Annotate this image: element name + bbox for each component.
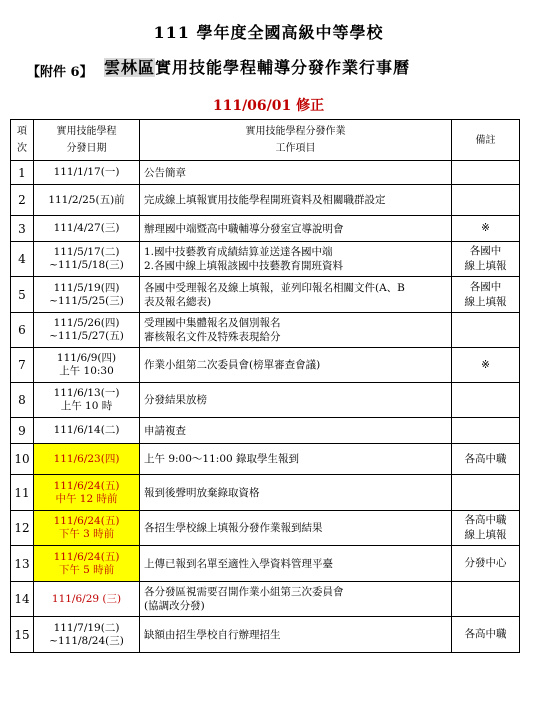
table-row	[11, 617, 520, 653]
subtitle-text: 實用技能學程輔導分發作業行事曆	[155, 58, 411, 77]
remark	[452, 313, 520, 348]
revision-date: 111/06/01 修正	[212, 98, 325, 114]
item-number: 4	[11, 242, 34, 277]
schedule-date: 111/6/23(四)	[34, 444, 140, 475]
schedule-date: 111/6/13(一) 上午 10 時	[34, 383, 140, 418]
table-row	[11, 475, 520, 511]
remark: 各高中職	[452, 444, 520, 475]
item-number: 10	[11, 444, 34, 475]
remark: 各國中 線上填報	[452, 277, 520, 313]
task-description: 分發結果放榜	[140, 383, 452, 418]
item-number: 13	[11, 546, 34, 582]
item-number: 14	[11, 582, 34, 617]
schedule-date: 111/2/25(五)前	[34, 185, 140, 216]
remark	[452, 582, 520, 617]
task-description: 上傳已報到名單至適性入學資料管理平臺	[140, 546, 452, 582]
task-description: 1.國中技藝教育成績結算並送達各國中端 2.各國中線上填報該國中技藝教育開班資料	[140, 242, 452, 277]
table-row	[11, 418, 520, 444]
schedule-date: 111/7/19(二) ~111/8/24(三)	[34, 617, 140, 653]
task-description: 缺額由招生學校自行辦理招生	[140, 617, 452, 653]
remark	[452, 475, 520, 511]
header-note: 備註	[452, 120, 520, 161]
task-description: 完成線上填報實用技能學程開班資料及相關職群設定	[140, 185, 452, 216]
table-row	[11, 185, 520, 216]
remark	[452, 383, 520, 418]
item-number: 7	[11, 348, 34, 383]
item-number: 1	[11, 161, 34, 185]
document-subtitle	[104, 55, 410, 78]
table-row	[11, 348, 520, 383]
schedule-date: 111/6/24(五) 下午 3 時前	[34, 511, 140, 546]
schedule-date: 111/4/27(三)	[34, 216, 140, 242]
table-row	[11, 216, 520, 242]
remark: ※	[452, 348, 520, 383]
schedule-date: 111/6/14(二)	[34, 418, 140, 444]
task-description: 受理國中集體報名及個別報名 審核報名文件及特殊表現給分	[140, 313, 452, 348]
task-description: 上午 9:00～11:00 錄取學生報到	[140, 444, 452, 475]
schedule-date: 111/5/17(二) ~111/5/18(三)	[34, 242, 140, 277]
table-row	[11, 582, 520, 617]
item-number: 11	[11, 475, 34, 511]
task-description: 各招生學校線上填報分發作業報到結果	[140, 511, 452, 546]
task-description: 申請複查	[140, 418, 452, 444]
remark: 各高中職	[452, 617, 520, 653]
remark: ※	[452, 216, 520, 242]
table-row	[11, 444, 520, 475]
item-number: 9	[11, 418, 34, 444]
task-description: 公告簡章	[140, 161, 452, 185]
header-task: 實用技能學程分發作業 工作項目	[140, 120, 452, 161]
schedule-date: 111/5/19(四) ~111/5/25(三)	[34, 277, 140, 313]
table-row	[11, 383, 520, 418]
document-title: 111 學年度全國高級中等學校	[153, 23, 384, 42]
remark	[452, 418, 520, 444]
item-number: 8	[11, 383, 34, 418]
task-description: 各分發區視需要召開作業小組第三次委員會 (協調改分發)	[140, 582, 452, 617]
remark: 分發中心	[452, 546, 520, 582]
schedule-date: 111/5/26(四) ~111/5/27(五)	[34, 313, 140, 348]
schedule-date: 111/6/24(五) 下午 5 時前	[34, 546, 140, 582]
remark	[452, 185, 520, 216]
table-row	[11, 242, 520, 277]
item-number: 12	[11, 511, 34, 546]
task-description: 辦理國中端暨高中職輔導分發室宣導說明會	[140, 216, 452, 242]
table-row	[11, 161, 520, 185]
item-number: 2	[11, 185, 34, 216]
annex-label: 【附件 6】	[27, 65, 93, 80]
task-description: 作業小組第二次委員會(榜單審查會議)	[140, 348, 452, 383]
table-row	[11, 277, 520, 313]
schedule-date: 111/6/29 (三)	[34, 582, 140, 617]
task-description: 各國中受理報名及線上填報，並列印報名相關文件(A、B 表及報名總表)	[140, 277, 452, 313]
table-row	[11, 546, 520, 582]
table-header-row	[11, 120, 520, 161]
schedule-date: 111/1/17(一)	[34, 161, 140, 185]
task-description: 報到後聲明放棄錄取資格	[140, 475, 452, 511]
region-highlight: 雲林區	[104, 58, 156, 77]
item-number: 6	[11, 313, 34, 348]
header-date: 實用技能學程 分發日期	[34, 120, 140, 161]
schedule-date: 111/6/24(五) 中午 12 時前	[34, 475, 140, 511]
header-item-no: 項 次	[11, 120, 34, 161]
schedule-table	[10, 119, 520, 653]
remark: 各高中職 線上填報	[452, 511, 520, 546]
item-number: 15	[11, 617, 34, 653]
item-number: 3	[11, 216, 34, 242]
table-row	[11, 511, 520, 546]
item-number: 5	[11, 277, 34, 313]
remark	[452, 161, 520, 185]
remark: 各國中 線上填報	[452, 242, 520, 277]
table-row	[11, 313, 520, 348]
schedule-date: 111/6/9(四) 上午 10:30	[34, 348, 140, 383]
